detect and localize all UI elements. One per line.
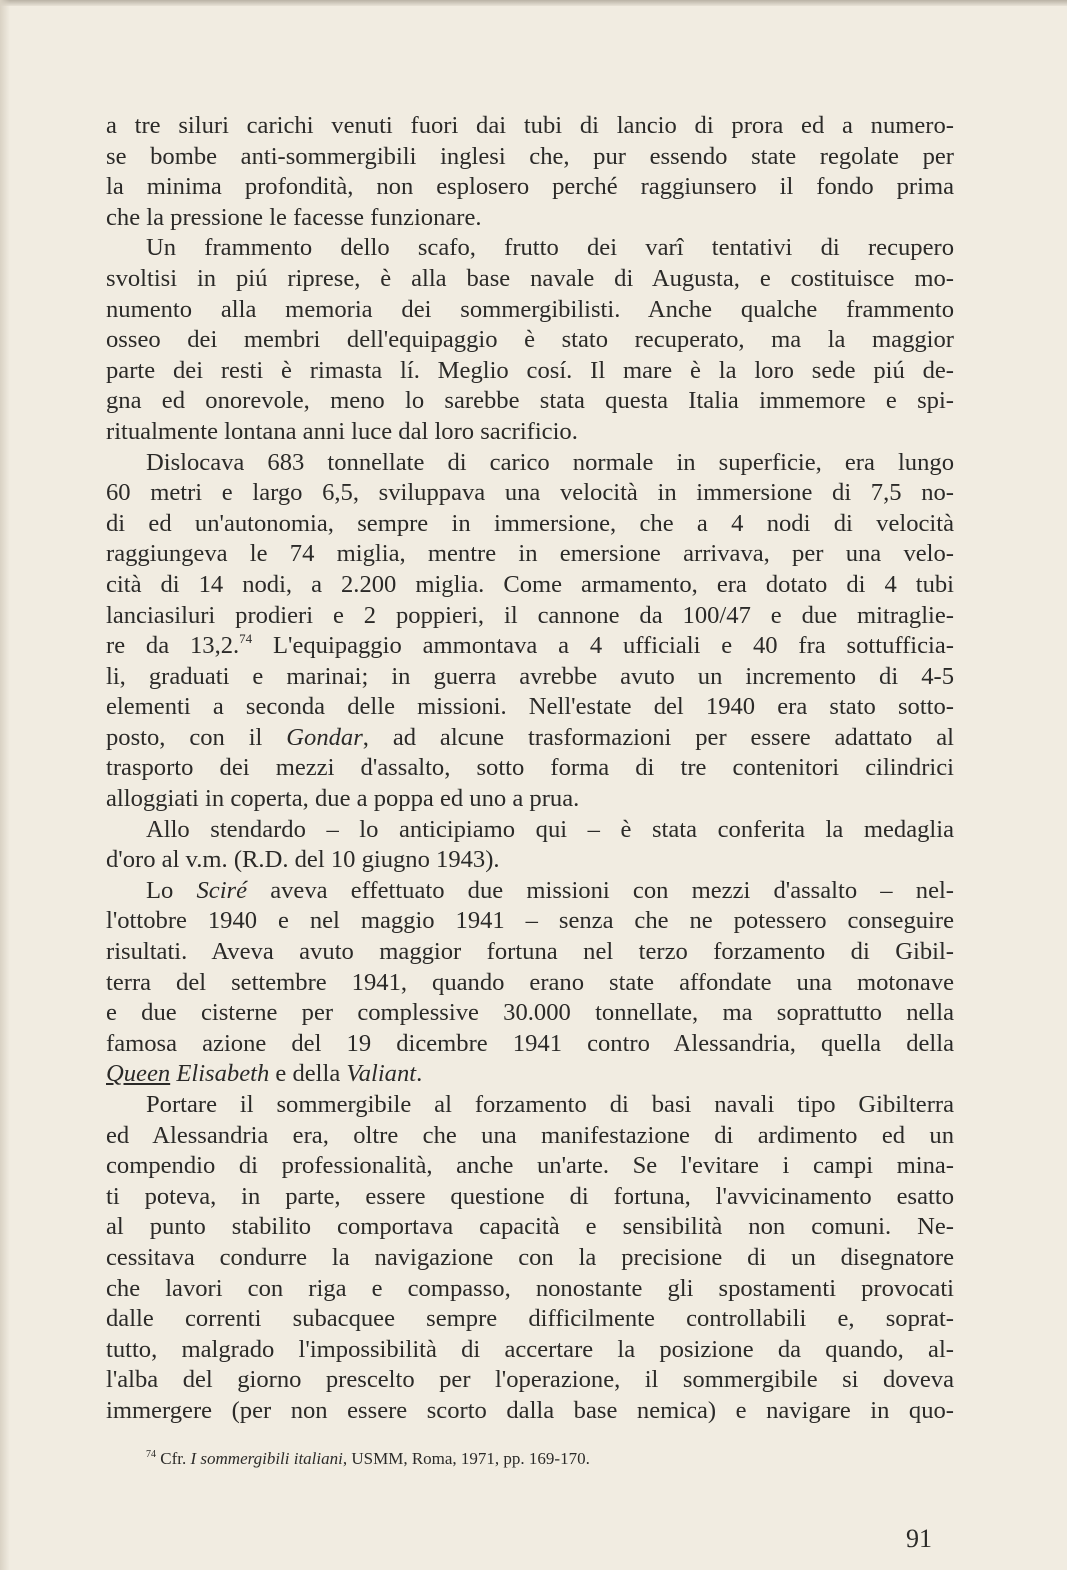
text-line: ti poteva, in parte, essere questione di fortuna, l'avvicinamento esatto <box>106 1182 954 1210</box>
text-line: al punto stabilito comportava capacità e sensibilità non comuni. Ne- <box>106 1213 954 1241</box>
paragraph-start: Dislocava 683 tonnellate di carico normale in superficie, era lungo <box>146 448 954 476</box>
text-segment: L'equipaggio ammontava a 4 ufficiali e 40 fra sottufficia- <box>252 632 954 660</box>
text-line: la minima profondità, non esplosero perché raggiunsero il fondo prima <box>106 173 954 201</box>
text-segment: aveva effettuato due missioni con mezzi d'assalto – nel- <box>247 876 955 904</box>
text-line: risultati. Aveva avuto maggior fortuna nel terzo forzamento di Gibil- <box>106 938 954 966</box>
ship-name-valiant: Valiant <box>346 1060 417 1088</box>
text-line: l'ottobre 1940 e nel maggio 1941 – senza che ne potessero conseguire <box>106 907 954 935</box>
paragraph-start: Un frammento dello scafo, frutto dei varî tentativi di recupero <box>146 234 954 262</box>
text-segment: Lo <box>146 876 197 904</box>
ship-name-elisabeth: Elisabeth <box>176 1060 270 1088</box>
text-line: trasporto dei mezzi d'assalto, sotto forma di tre contenitori cilindrici <box>106 754 954 782</box>
page-binding-edge <box>0 0 10 1570</box>
text-line: terra del settembre 1941, quando erano state affondate una motonave <box>106 968 954 996</box>
text-line: lanciasiluri prodieri e 2 poppieri, il cannone da 100/47 e due mitraglie- <box>106 601 954 629</box>
text-line: immergere (per non essere scorto dalla base nemica) e navigare in quo- <box>106 1396 954 1424</box>
text-segment: , ad alcune trasformazioni per essere adattato al <box>362 723 954 751</box>
text-line <box>106 723 954 754</box>
text-line: 60 metri e largo 6,5, sviluppava una velocità in immersione di 7,5 no- <box>106 479 954 507</box>
text-line <box>106 631 954 662</box>
text-line: e due cisterne per complessive 30.000 tonnellate, ma soprattutto nella <box>106 999 954 1027</box>
page-top-edge <box>0 0 1067 6</box>
footnote <box>146 1448 846 1470</box>
paragraph-start: Portare il sommergibile al forzamento di basi navali tipo Gibilterra <box>146 1091 954 1118</box>
text-line: che la pressione le facesse funzionare. <box>106 203 482 231</box>
text-line: svoltisi in piú riprese, è alla base navale di Augusta, e costituisce mo- <box>106 264 954 292</box>
ship-name-scire: Sciré <box>196 876 248 904</box>
text-line: che lavori con riga e compasso, nonostante gli spostamenti provocati <box>106 1274 954 1302</box>
text-line: famosa azione del 19 dicembre 1941 contro Alessandria, quella della <box>106 1029 954 1057</box>
footnote-prefix: Cfr. <box>156 1449 191 1468</box>
text-line: ritualmente lontana anni luce dal loro sacrificio. <box>106 417 578 445</box>
text-line: dalle correnti subacquee sempre difficilmente controllabili e, soprat- <box>106 1305 954 1333</box>
text-line: cessitava condurre la navigazione con la precisione di un disegnatore <box>106 1243 954 1271</box>
text-segment: posto, con il <box>106 723 287 751</box>
text-line: raggiungeva le 74 miglia, mentre in emersione arrivava, per una velo- <box>106 540 954 568</box>
ship-name-gondar: Gondar <box>286 723 363 751</box>
footnote-marker: 74 <box>146 1449 156 1460</box>
text-line: l'alba del giorno prescelto per l'operazione, il sommergibile si doveva <box>106 1366 954 1394</box>
text-line: ed Alessandria era, oltre che una manifestazione di ardimento ed un <box>106 1121 954 1149</box>
text-segment: e della <box>269 1060 347 1088</box>
footnote-suffix: , USMM, Roma, 1971, pp. 169-170. <box>342 1449 590 1468</box>
text-line: tutto, malgrado l'impossibilità di accertare la posizione da quando, al- <box>106 1335 954 1363</box>
text-line: gna ed onorevole, meno lo sarebbe stata questa Italia immemore e spi- <box>106 387 954 415</box>
text-segment: . <box>416 1060 423 1088</box>
paragraph-start: Allo stendardo – lo anticipiamo qui – è stata conferita la medaglia <box>146 815 954 843</box>
text-line: cità di 14 nodi, a 2.200 miglia. Come armamento, era dotato di 4 tubi <box>106 570 954 598</box>
ship-name-queen: Queen <box>106 1060 171 1088</box>
page-number: 91 <box>906 1524 932 1553</box>
text-line: numento alla memoria dei sommergibilisti. Anche qualche frammento <box>106 295 954 323</box>
footnote-reference[interactable]: 74 <box>239 631 253 647</box>
text-line: elementi a seconda delle missioni. Nell'estate del 1940 era stato sotto- <box>106 693 954 721</box>
paragraph-start <box>106 876 954 907</box>
text-line: compendio di professionalità, anche un'arte. Se l'evitare i campi mina- <box>106 1152 954 1180</box>
text-line: li, graduati e marinai; in guerra avrebbe avuto un incremento di 4-5 <box>106 662 954 690</box>
footnote-book-title: I sommergibili italiani <box>190 1449 343 1468</box>
text-line: osseo dei membri dell'equipaggio è stato recuperato, ma la maggior <box>106 326 954 354</box>
text-line: alloggiati in coperta, due a poppa ed uno a prua. <box>106 785 580 813</box>
text-line <box>106 1059 954 1090</box>
body-text <box>106 111 954 1427</box>
text-line: parte dei resti è rimasta lí. Meglio cosí. Il mare è la loro sede piú de- <box>106 356 954 384</box>
text-line: a tre siluri carichi venuti fuori dai tubi di lancio di prora ed a numero- <box>106 112 954 139</box>
text-segment: re da 13,2. <box>106 632 240 660</box>
text-line: di ed un'autonomia, sempre in immersione, che a 4 nodi di velocità <box>106 509 954 537</box>
text-line: d'oro al v.m. (R.D. del 10 giugno 1943). <box>106 846 500 874</box>
text-line: se bombe anti-sommergibili inglesi che, pur essendo state regolate per <box>106 142 954 170</box>
